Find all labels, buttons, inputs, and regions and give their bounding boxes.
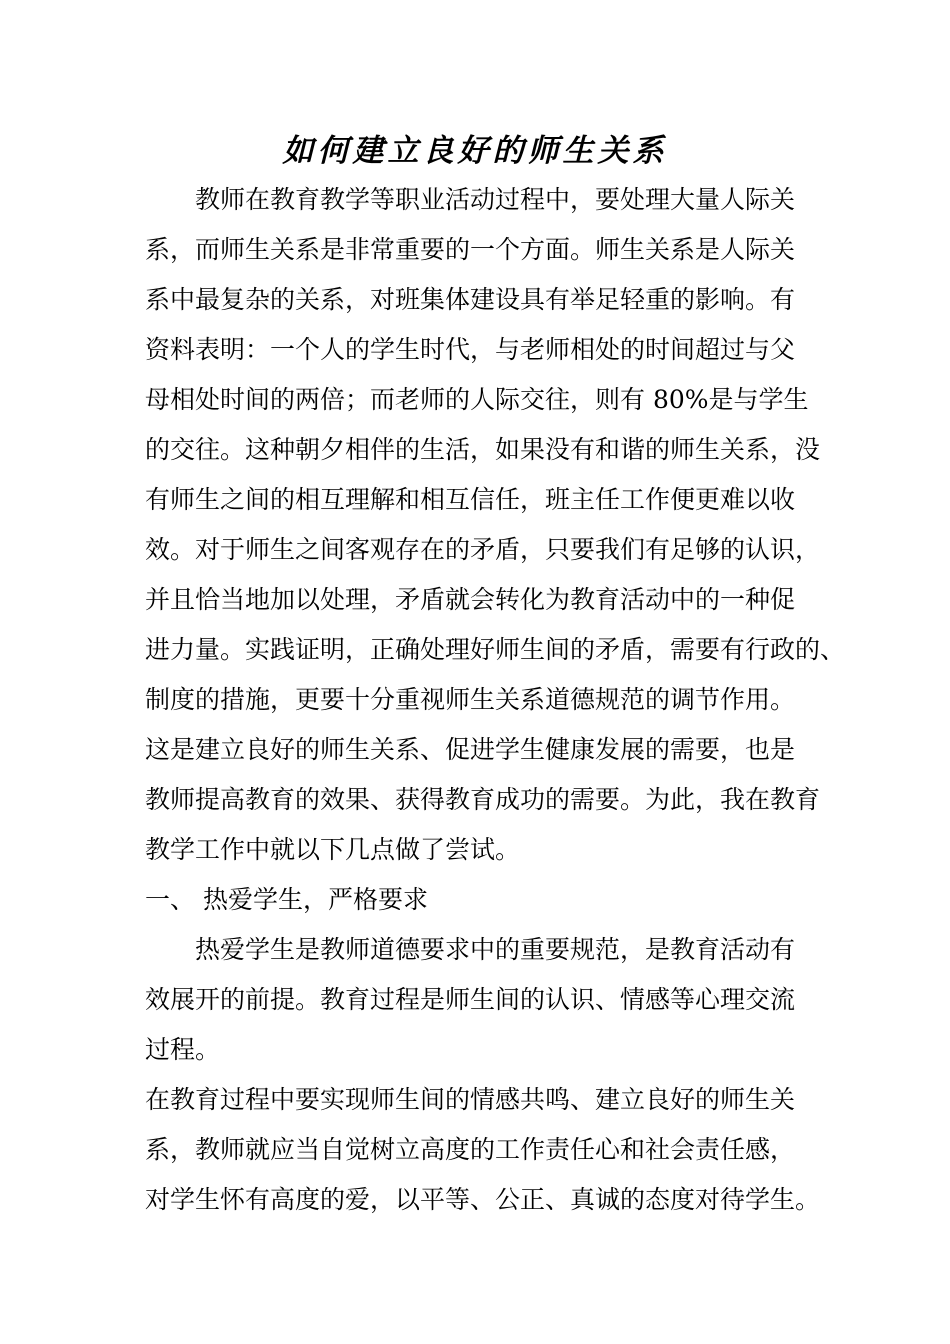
paragraph-line: 在教育过程中要实现师生间的情感共鸣、建立良好的师生关 — [145, 1085, 796, 1114]
paragraph-line: 系，教师就应当自觉树立高度的工作责任心和社会责任感， — [145, 1135, 796, 1164]
paragraph-line: 进力量。实践证明，正确处理好师生间的矛盾，需要有行政的、 — [145, 635, 846, 664]
paragraph-line: 资料表明：一个人的学生时代，与老师相处的时间超过与父 — [145, 335, 796, 364]
paragraph-line: 热爱学生是教师道德要求中的重要规范，是教育活动有 — [195, 935, 796, 964]
paragraph-line: 教师在教育教学等职业活动过程中，要处理大量人际关 — [195, 185, 796, 214]
paragraph-line: 这是建立良好的师生关系、促进学生健康发展的需要，也是 — [145, 735, 796, 764]
paragraph-line: 有师生之间的相互理解和相互信任，班主任工作便更难以收 — [145, 485, 796, 514]
paragraph-line: 的交往。这种朝夕相伴的生活，如果没有和谐的师生关系，没 — [145, 435, 821, 464]
paragraph-line: 系，而师生关系是非常重要的一个方面。师生关系是人际关 — [145, 235, 796, 264]
page-title: 如何建立良好的师生关系 — [282, 133, 668, 169]
paragraph-line: 母相处时间的两倍；而老师的人际交往，则有 80%是与学生 — [145, 385, 809, 414]
section-heading: 一、 热爱学生，严格要求 — [145, 885, 428, 914]
paragraph-line: 教师提高教育的效果、获得教育成功的需要。为此，我在教育 — [145, 785, 821, 814]
paragraph-line: 效展开的前提。教育过程是师生间的认识、情感等心理交流 — [145, 985, 796, 1014]
paragraph-line: 制度的措施，更要十分重视师生关系道德规范的调节作用。 — [145, 685, 796, 714]
paragraph-line: 教学工作中就以下几点做了尝试。 — [145, 835, 521, 864]
paragraph-line: 并且恰当地加以处理，矛盾就会转化为教育活动中的一种促 — [145, 585, 796, 614]
paragraph-line: 过程。 — [145, 1035, 221, 1064]
paragraph-line: 系中最复杂的关系，对班集体建设具有举足轻重的影响。有 — [145, 285, 796, 314]
paragraph-line: 效。对于师生之间客观存在的矛盾，只要我们有足够的认识， — [145, 535, 821, 564]
paragraph-line: 对学生怀有高度的爱，以平等、公正、真诚的态度对待学生。 — [145, 1185, 821, 1214]
